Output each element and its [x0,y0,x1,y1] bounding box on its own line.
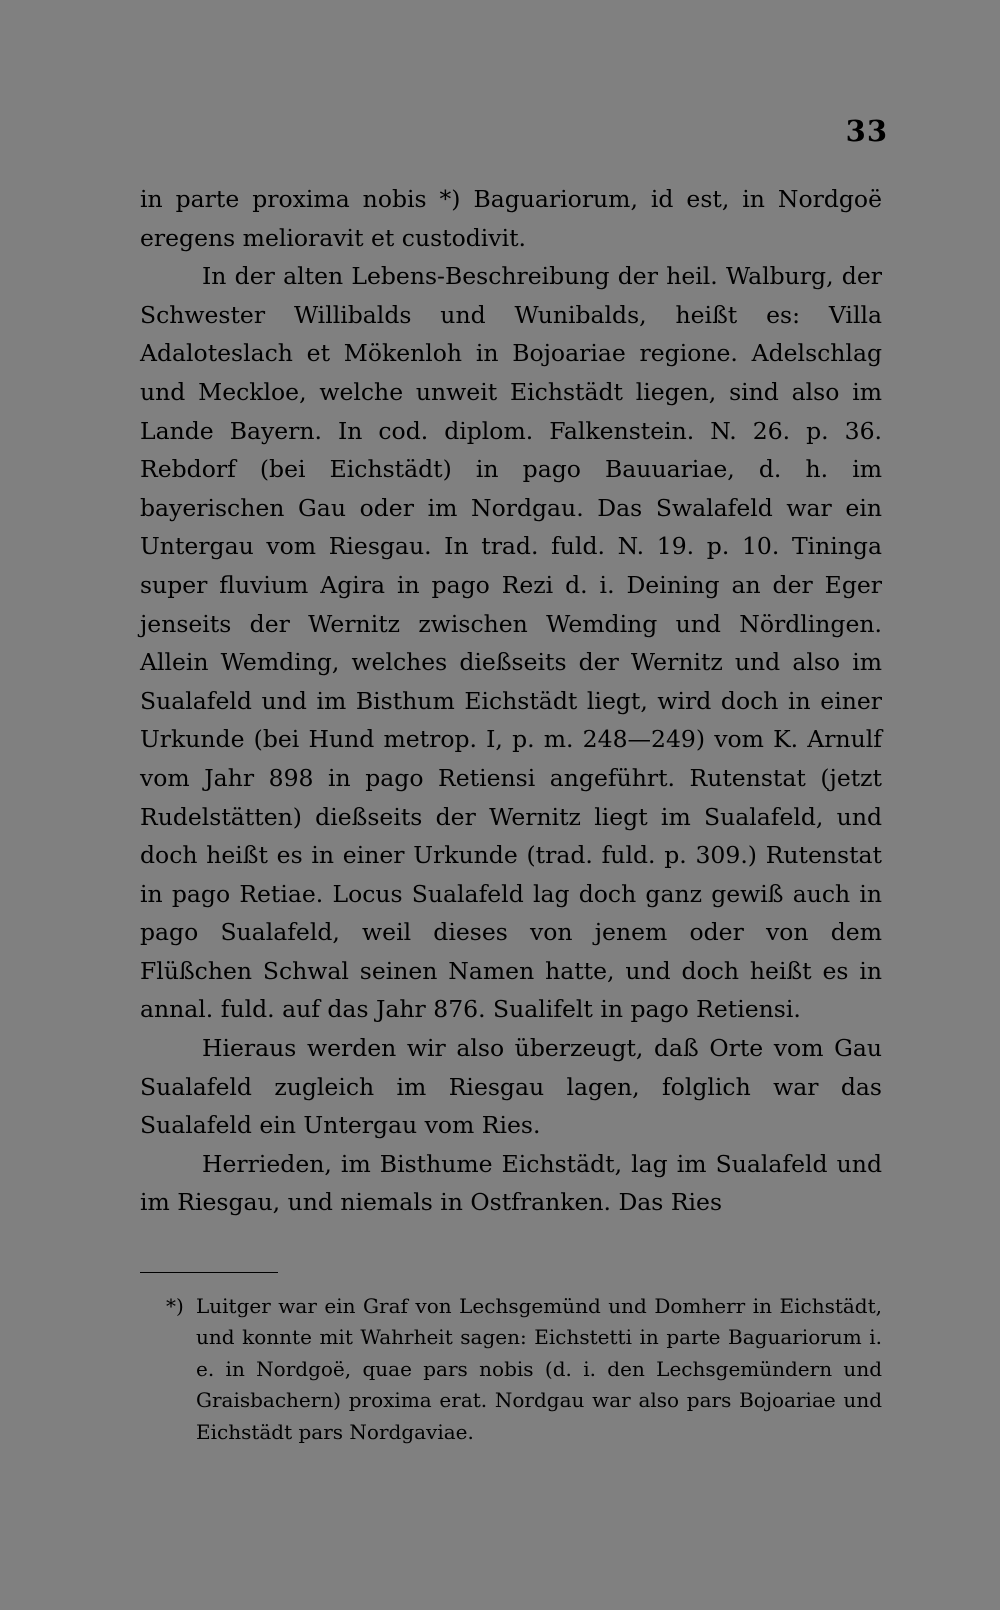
page-number: 33 [845,114,888,148]
paragraph-walburg: In der alten Lebens-Beschreibung der heil. Walburg, der Schwester Willibalds und Wunibalds, heißt es: Villa Adaloteslach et Mökenloh in Bojoariae regione. Adelschlag und Meckloe, welche unweit Eichstädt liegen, sind also im Lande Bayern. In cod. diplom. Falkenstein. N. 26. p. 36. Rebdorf (bei Eichstädt) in pago Bauuariae, d. h. im bayerischen Gau oder im Nordgau. Das Swalafeld war ein Untergau vom Riesgau. In trad. fuld. N. 19. p. 10. Tininga super fluvium Agira in pago Rezi d. i. Deining an der Eger jenseits der Wernitz zwischen Wemding und Nördlingen. Allein Wemding, welches dießseits der Wernitz und also im Sualafeld und im Bisthum Eichstädt liegt, wird doch in einer Urkunde (bei Hund metrop. I, p. m. 248—249) vom K. Arnulf vom Jahr 898 in pago Retiensi angeführt. Rutenstat (jetzt Rudelstätten) dießseits der Wernitz liegt im Sualafeld, und doch heißt es in einer Urkunde (trad. fuld. p. 309.) Rutenstat in pago Retiae. Locus Sualafeld lag doch ganz gewiß auch in pago Sualafeld, weil dieses von jenem oder von dem Flüßchen Schwal seinen Namen hatte, und doch heißt es in annal. fuld. auf das Jahr 876. Sualifelt in pago Retiensi. [140,262,882,1024]
paragraph-continuation: in parte proxima nobis *) Baguariorum, id est, in Nordgoë eregens melioravit et custodivit. [140,185,882,252]
footnote-divider [140,1272,278,1273]
footnote [140,1291,882,1448]
paragraph-herrieden: Herrieden, im Bisthume Eichstädt, lag im Sualafeld und im Riesgau, und niemals in Ostfranken. Das Ries [140,1149,882,1217]
footnote-marker: *) [166,1294,184,1319]
body-text [140,180,882,1222]
paragraph-conclusion: Hieraus werden wir also überzeugt, daß Orte vom Gau Sualafeld zugleich im Riesgau lagen, folglich war das Sualafeld ein Untergau vom Ries. [140,1034,882,1140]
footnote-text: Luitger war ein Graf von Lechsgemünd und Domherr in Eichstädt, und konnte mit Wahrheit sagen: Eichstetti in parte Baguariorum i. e. in Nordgoë, quae pars nobis (d. i. den Lechsgemündern und Graisbachern) proxima erat. Nordgau war also pars Bojoariae und Eichstädt pars Nordgaviae. [196,1294,882,1444]
